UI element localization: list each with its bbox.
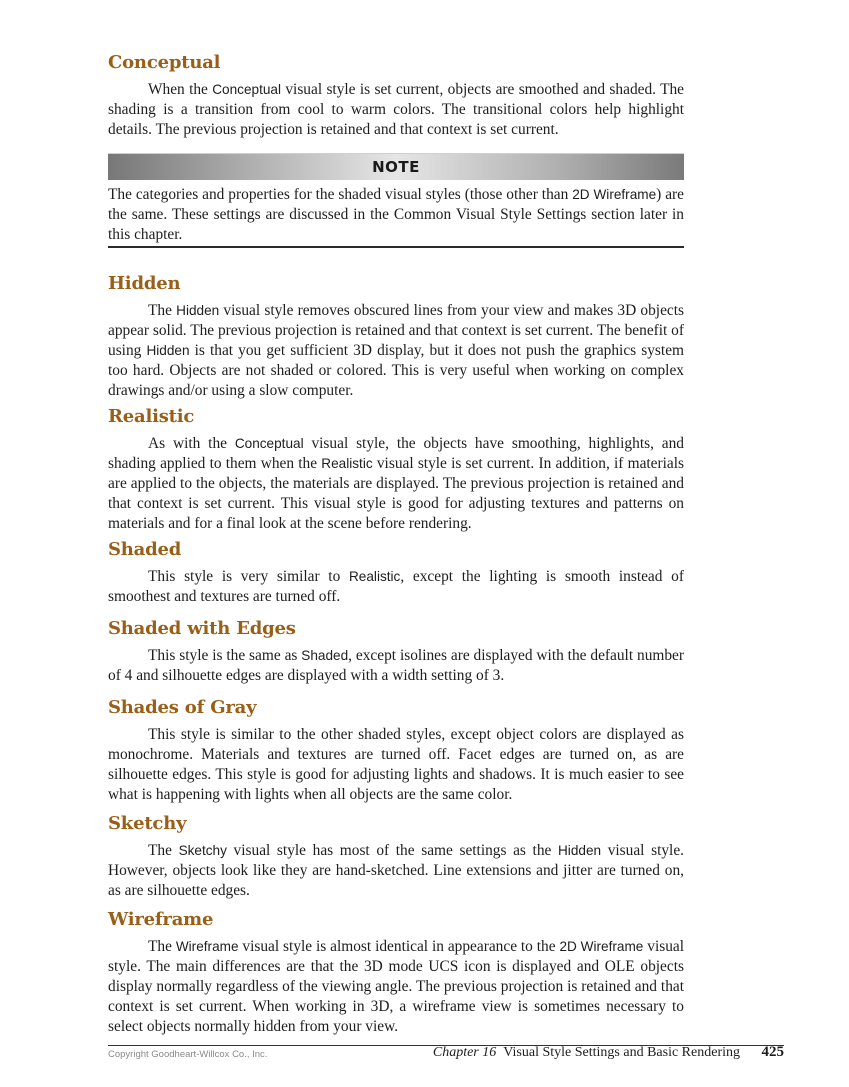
note-divider — [108, 246, 684, 248]
ui-term: Hidden — [146, 343, 190, 358]
ui-term: Wireframe — [175, 939, 239, 954]
paragraph-shaded-with-edges: This style is the same as Shaded, except isolines are displayed with the default number of 4 and silhouette edges are displayed with a width setting of 3. — [108, 647, 685, 684]
heading-hidden: Hidden — [108, 273, 181, 294]
paragraph-shades-of-gray: This style is similar to the other shaded styles, except object colors are displayed as monochrome. Materials and textures are turned off. Facet edges are turned on, as are silhouette edges. This style is good for adjusting lights and shadows. It is much easier to see what is happening with lights when all objects are the same color. — [108, 726, 684, 803]
paragraph-realistic: As with the Conceptual visual style, the objects have smoothing, highlights, and shading applied to them when the Realistic visual style is set current. In addition, if materials are applied to the objects, the materials are displayed. The previous projection is retained and that context is set current. This visual style is good for adjusting textures and patterns on materials and for a final look at the scene before rendering. — [108, 435, 685, 532]
heading-shades-of-gray: Shades of Gray — [108, 697, 257, 718]
running-footer — [433, 1044, 784, 1061]
ui-term: Realistic — [348, 569, 401, 584]
heading-conceptual: Conceptual — [108, 52, 221, 73]
heading-wireframe: Wireframe — [108, 909, 214, 930]
ui-term: Realistic — [321, 456, 373, 471]
ui-term: 2D Wireframe — [572, 187, 657, 202]
ui-term: Hidden — [557, 843, 602, 858]
ui-term: Shaded — [301, 648, 349, 663]
heading-sketchy: Sketchy — [108, 813, 187, 834]
paragraph-conceptual: When the Conceptual visual style is set current, objects are smoothed and shaded. The shading is a transition from cool to warm colors. The transitional colors help highlight details. The previous projection is retained and that context is set current. — [108, 81, 685, 138]
footer-chapter-title: Visual Style Settings and Basic Rendering — [503, 1045, 740, 1060]
paragraph-wireframe: The Wireframe visual style is almost identical in appearance to the 2D Wireframe visual style. The main differences are that the 3D mode UCS icon is displayed and OLE objects display normally regardless of the viewing angle. The previous projection is retained and that context is set current. When working in 3D, a wireframe view is sometimes necessary to select objects normally hidden from your view. — [108, 938, 685, 1035]
note-body: The categories and properties for the shaded visual styles (those other than 2D Wireframe) are the same. These settings are discussed in the Common Visual Style Settings section later in this chapter. — [108, 186, 684, 243]
paragraph-shaded: This style is very similar to Realistic, except the lighting is smooth instead of smoothest and textures are turned off. — [108, 568, 684, 605]
paragraph-sketchy: The Sketchy visual style has most of the same settings as the Hidden visual style. However, objects look like they are hand-sketched. Line extensions and jitter are turned on, as are silhouette edges. — [108, 842, 684, 899]
heading-shaded-with-edges: Shaded with Edges — [108, 618, 296, 639]
ui-term: 2D Wireframe — [559, 939, 644, 954]
note-banner — [108, 153, 684, 180]
footer-chapter-number: Chapter 16 — [432, 1045, 497, 1060]
paragraph-hidden: The Hidden visual style removes obscured lines from your view and makes 3D objects appear solid. The previous projection is retained and that context is set current. The benefit of using Hidden is that you get sufficient 3D display, but it does not push the graphics system too hard. Objects are not shaded or colored. This is very useful when working on complex drawings and/or using a slow computer. — [108, 302, 684, 399]
heading-realistic: Realistic — [108, 406, 195, 427]
page-number: 425 — [761, 1044, 784, 1060]
ui-term: Conceptual — [234, 436, 304, 451]
note-title: NOTE — [372, 158, 420, 176]
ui-term: Sketchy — [178, 843, 227, 858]
ui-term: Conceptual — [212, 82, 282, 97]
heading-shaded: Shaded — [108, 539, 182, 560]
ui-term: Hidden — [176, 303, 220, 318]
footer-copyright: Copyright Goodheart-Willcox Co., Inc. — [108, 1049, 268, 1060]
